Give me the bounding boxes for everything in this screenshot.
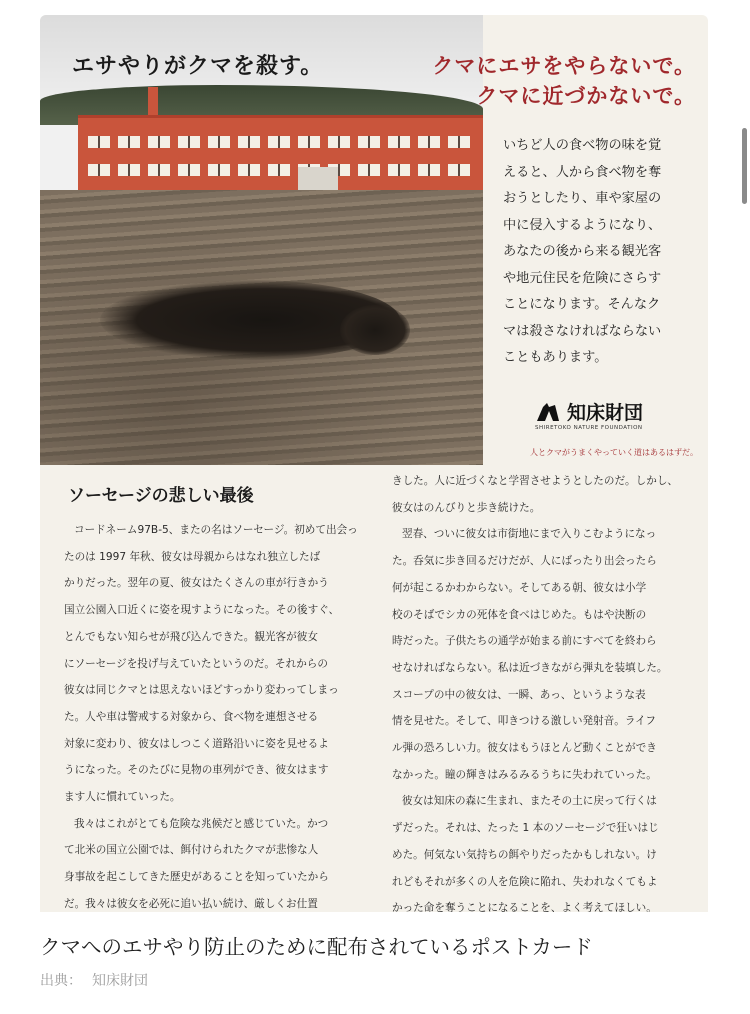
- article-line: 身事故を起こしてきた歴史があることを知っていたから: [64, 871, 329, 884]
- side-text-line: こともあります。: [503, 350, 608, 365]
- article-line: ます人に慣れていった。: [64, 791, 181, 804]
- article-line: かりだった。翌年の夏、彼女はたくさんの車が行きかう: [64, 577, 329, 590]
- side-text-line: ことになります。そんなク: [503, 297, 661, 312]
- tagline: 人とクマがうまくやっていく道はあるはずだ。: [530, 448, 698, 457]
- headline-right-line: クマにエサをやらないで。: [432, 53, 696, 78]
- image-caption: クマへのエサやり防止のために配布されているポストカード: [40, 935, 593, 959]
- foundation-name-en: SHIRETOKO NATURE FOUNDATION: [535, 425, 643, 431]
- article-line: うになった。そのたびに見物の車列ができ、彼女はます: [64, 764, 329, 777]
- article-line: コードネーム97B-5、またの名はソーセージ。初めて出会っ: [74, 524, 358, 536]
- article-title: ソーセージの悲しい最後: [68, 486, 254, 506]
- article-line: 彼女は同じクマとは思えないほどすっかり変わってしまっ: [64, 684, 339, 697]
- headline-right: [432, 51, 696, 111]
- article-line: スコープの中の彼女は、一瞬、あっ、というような表: [392, 688, 646, 701]
- article-line: 情を見せた。そして、叩きつける激しい発射音。ライフ: [392, 715, 656, 728]
- postcard-image: [40, 15, 708, 912]
- bear-photo: [40, 15, 483, 465]
- article-line: ずだった。それは、たった 1 本のソーセージで狂いはじ: [392, 822, 659, 835]
- article-line: 彼女はのんびりと歩き続けた。: [392, 501, 541, 514]
- article-line: 校のそばでシカの死体を食べはじめた。もはや決断の: [392, 608, 647, 621]
- article-line: きした。人に近づくなと学習させようとしたのだ。しかし、: [392, 475, 679, 487]
- side-text-line: えると、人から食べ物を奪: [503, 164, 662, 180]
- side-text: [503, 133, 698, 372]
- side-text-line: マは殺さなければならない: [503, 323, 662, 339]
- article-right-column: [392, 468, 698, 912]
- source-link[interactable]: 知床財団: [92, 973, 148, 989]
- school-tower: [148, 87, 158, 117]
- window-row: [88, 136, 473, 148]
- image-source: [40, 970, 158, 990]
- article-line: 我々はこれがとても危険な兆候だと感じていた。かつ: [74, 817, 329, 830]
- article-line: せなければならない。私は近づきながら弾丸を装填した。: [392, 661, 668, 674]
- article-line: た。呑気に歩き回るだけだが、人にばったり出会ったら: [392, 555, 657, 568]
- article-line: ル弾の恐ろしい力。彼女はもうほとんど動くことができ: [392, 742, 657, 755]
- article-line: 彼女は知床の森に生まれ、またその土に戻って行くは: [402, 795, 657, 808]
- window-row: [88, 164, 473, 176]
- headline-left: エサやりがクマを殺す。: [72, 53, 324, 79]
- bear-head: [340, 305, 410, 355]
- side-text-line: あなたの後から来る観光客: [503, 244, 662, 259]
- school-building: [78, 115, 483, 193]
- article-line: たのは 1997 年秋、彼女は母親からはなれ独立したば: [64, 550, 321, 563]
- article-left-column: [64, 517, 374, 912]
- side-text-line: 中に侵入するようになり、: [503, 217, 662, 233]
- headline-right-line: クマに近づかないで。: [476, 83, 696, 108]
- source-label: 出典：: [40, 973, 82, 989]
- article-line: とんでもない知らせが飛び込んできた。観光客が彼女: [64, 630, 318, 643]
- side-text-line: おうとしたり、車や家屋の: [503, 191, 662, 206]
- article-line: て北米の国立公園では、餌付けられたクマが悲惨な人: [64, 844, 319, 857]
- side-text-line: や地元住民を危険にさらす: [503, 270, 662, 286]
- side-text-line: いちど人の食べ物の味を覚: [503, 138, 662, 153]
- article-line: にソーセージを投げ与えていたというのだ。それからの: [64, 657, 328, 670]
- article-line: 翌春、ついに彼女は市街地にまで入りこむようになっ: [402, 528, 657, 541]
- article-line: た。人や車は警戒する対象から、食べ物を連想させる: [64, 710, 319, 723]
- article-line: かった命を奪うことになることを、よく考えてほしい。: [392, 902, 657, 912]
- article-line: なかった。瞳の輝きはみるみるうちに失われていった。: [392, 768, 657, 781]
- article-line: 時だった。子供たちの通学が始まる前にすべてを終わら: [392, 635, 657, 648]
- article-line: 国立公園入口近くに姿を現すようになった。その後すぐ、: [64, 604, 340, 617]
- article-line: だ。我々は彼女を必死に追い払い続け、厳しくお仕置: [64, 897, 318, 910]
- foundation-logo: [535, 398, 643, 425]
- scrollbar[interactable]: [742, 128, 747, 204]
- article-line: れどもそれが多くの人を危険に陥れ、失われなくてもよ: [392, 875, 658, 888]
- article-line: 対象に変わり、彼女はしつこく道路沿いに姿を見せるよ: [64, 737, 329, 750]
- foundation-name: 知床財団: [567, 402, 644, 424]
- article-line: 何が起こるかわからない。そしてある朝、彼女は小学: [392, 581, 647, 594]
- bear-logo-icon: [535, 401, 561, 423]
- article-line: めた。何気ない気持ちの餌やりだったかもしれない。け: [392, 848, 657, 861]
